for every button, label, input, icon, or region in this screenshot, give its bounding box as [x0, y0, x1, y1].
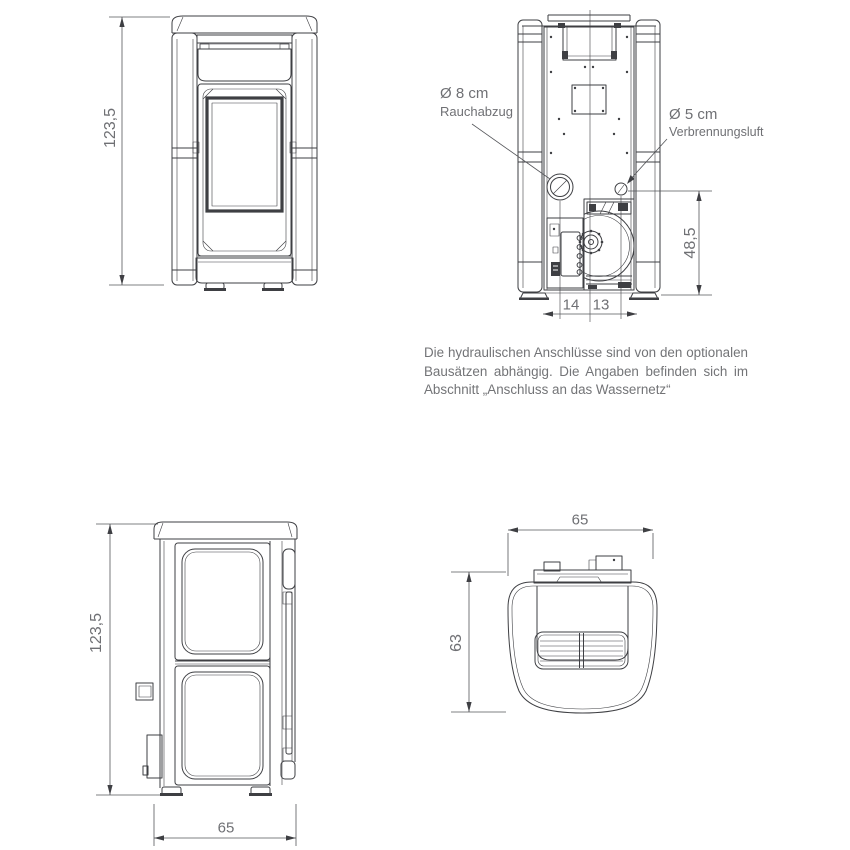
rear-connector-box [136, 683, 153, 700]
combustion-air-inlet [615, 183, 627, 195]
side-depth-label: 65 [217, 819, 235, 837]
air-diameter-label: Ø 5 cm [669, 106, 718, 123]
top-width-label: 65 [571, 511, 589, 529]
top-width-dimension [508, 527, 653, 576]
side-view-drawing [96, 522, 297, 846]
side-height-dimension [96, 524, 160, 795]
top-grille [535, 632, 628, 669]
flue-diameter-label: Ø 8 cm [440, 85, 489, 102]
hydraulic-connections-note: Die hydraulischen Anschlüsse sind von den optionalen Bausätzen abhängig. Die Angaben befinden sich im Abschnitt „Anschluss an das Wassernetz“ [424, 345, 748, 398]
top-depth-label: 63 [448, 634, 465, 652]
flue-offset-label: 14 [562, 296, 580, 314]
air-offset-label: 13 [592, 296, 610, 314]
rear-height-dimension [628, 191, 712, 295]
flue-outlet [547, 174, 573, 200]
front-glass [207, 98, 282, 211]
electrical-box [547, 218, 583, 288]
flue-name-label: Rauchabzug [440, 104, 513, 119]
rear-height-label: 48,5 [682, 227, 699, 259]
top-view-drawing [448, 527, 657, 713]
air-name-label: Verbrennungsluft [669, 125, 764, 139]
side-height-label: 123,5 [88, 612, 105, 654]
rear-access-plate [572, 85, 606, 114]
front-height-label: 123,5 [102, 107, 119, 149]
front-height-dimension [109, 17, 170, 285]
power-switch [551, 262, 560, 276]
rear-view-drawing [472, 10, 712, 322]
front-view-drawing [109, 16, 317, 291]
